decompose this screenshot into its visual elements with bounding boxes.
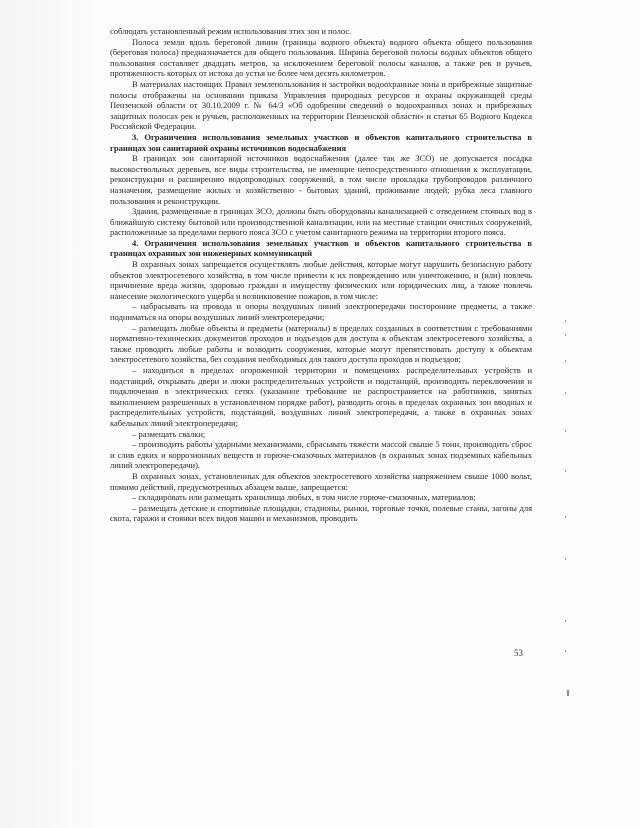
list-item: – размещать свалки; — [132, 428, 206, 439]
list-item: – размещать любые объекты и предметы (материалы) в пределах созданных в соответствии с требованиями нормативно-технических документов проходов и подъездов для доступа к объектам электросетевого хозяйства, а также проводить любые работы и возводить сооружения, которые могут препятствовать доступу к объектам электросетевого хозяйства, без создания необходимых для такого доступа проходов и подъездов; — [110, 322, 532, 365]
paragraph: В материалах настоящих Правил землепользования и застройки водоохранные зоны и прибрежные защитные полосы отображены на основании приказа Управления природных ресурсов и охраны окружающей среды Пензенской области от 30.10.2009 г. № 64/3 «Об одобрении сведений о водоохранных зонах и прибрежных защитных полосах рек и ручьев, расположенных на территории Пензенской области» и статьи 65 Водного Кодекса Российской Федерации. — [110, 78, 532, 132]
paragraph: В границах зон санитарной источников водоснабжения (далее так же ЗСО) не допускается посадка высокоствольных деревьев, все виды строительства, не имеющие непосредственного отношения к эксплуатации, реконструкции и расширению водопроводных сооружений, в том числе прокладка трубопроводов различного назначения, размещение жилых и хозяйственно - бытовых зданий, проживание людей; рубка леса главного пользования и реконструкции. — [110, 153, 532, 206]
scan-artifact-tick — [567, 690, 569, 696]
list-item: – производить работы ударными механизмами, сбрасывать тяжести массой свыше 5 тонн, производить сброс и слив едких и коррозионных веществ и горюче-смазочных материалов (в охранных зонах подземных кабельных линий электропередачи). — [110, 439, 532, 471]
paragraph: Полоса земли вдоль береговой линии (границы водного объекта) водного объекта общего пользования (береговая полоса) предназначается для общего пользования. Ширина береговой полосы водных объектов общего пользования составляет двадцать метров, за исключением береговой полосы каналов, а также рек и ручьев, протяженность которых от истока до устья не более чем десять километров. — [110, 36, 532, 79]
paragraph: Здания, размещенные в границах ЗСО, должны быть оборудованы канализацией с отведением сточных вод в ближайшую систему бытовой или производственной канализации, или на местные станции очистных сооружений, расположенные за пределами первого пояса ЗСО с учетом санитарного режима на территории второго пояса. — [110, 206, 532, 238]
list-item: – находиться в пределах огороженной территории и помещениях распределительных устройств и подстанций, открывать двери и люки распределительных устройств и подстанций, производить переключения и подключения в электрических сетях (указанное требование не распространяется на работников, занятых выполнением разрешенных в установленном порядке работ), разводить огонь в пределах охранных зон вводных и распределительных устройств, подстанций, воздушных линий электропередачи, а также в охранных зонах кабельных линий электропередачи; — [110, 365, 532, 428]
page-number: 53 — [514, 648, 523, 658]
paragraph: В охранных зонах, установленных для объектов электросетевого хозяйства напряжением свыше 1000 вольт, помимо действий, предусмотренных абзацем выше, запрещается: — [110, 470, 532, 492]
scan-margin — [0, 0, 96, 828]
section-heading: 4. Ограничения использования земельных участков и объектов капитального строительства в границах охранных зон инженерных коммуникаций — [110, 237, 532, 259]
document-body — [110, 26, 532, 524]
scan-artifact-marks — [563, 320, 569, 700]
list-item: – складировать или размещать хранилища любых, в том числе горюче-смазочных, материалов; — [132, 492, 476, 503]
paragraph: соблюдать установленный режим использования этих зон и полос. — [110, 26, 352, 36]
list-item: – набрасывать на провода и опоры воздушных линий электропередачи посторонние предметы, а также подниматься на опоры воздушных линий электропередачи; — [110, 301, 532, 323]
section-heading: 3. Ограничения использования земельных участков и объектов капитального строительства в границах зон санитарной охраны источников водоснабжения — [110, 131, 532, 153]
list-item: – размещать детские и спортивные площадки, стадионы, рынки, торговые точки, полевые станы, загоны для скота, гаражи и стоянки всех видов машин и механизмов, проводить — [110, 502, 532, 524]
paragraph: В охранных зонах запрещается осуществлять любые действия, которые могут нарушить безопасную работу объектов электросетевого хозяйства, в том числе привести к их повреждению или уничтожению, и (или) повлечь причинение вреда жизни, здоровью граждан и имуществу физических или юридических лиц, а также повлечь нанесение экологического ущерба и возникновение пожаров, в том числе: — [110, 259, 532, 301]
